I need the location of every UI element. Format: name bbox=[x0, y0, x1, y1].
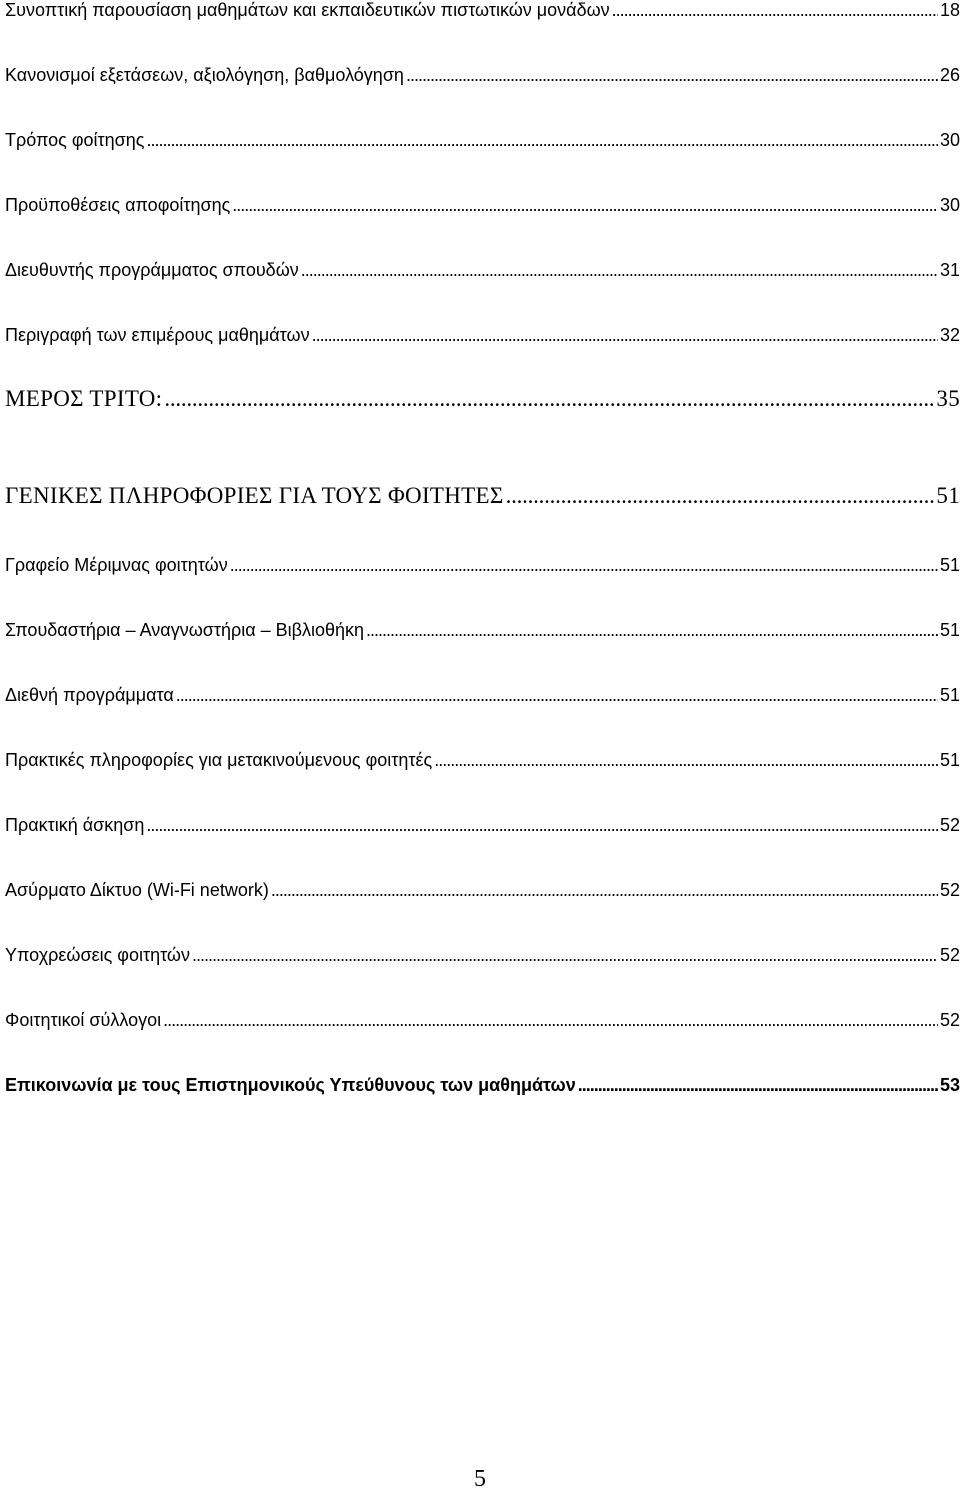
toc-entry-page: 51 bbox=[939, 620, 960, 640]
toc-entry[interactable] bbox=[5, 750, 960, 771]
toc-leader-dots bbox=[164, 386, 934, 412]
toc-entry-title: Ασύρματο Δίκτυο (Wi-Fi network) bbox=[5, 880, 269, 900]
toc-entry[interactable] bbox=[5, 325, 960, 346]
toc-entry-page: 26 bbox=[939, 65, 960, 85]
toc-entry-title: Προϋποθέσεις αποφοίτησης bbox=[5, 195, 231, 215]
toc-leader-dots bbox=[406, 65, 938, 86]
toc-leader-dots bbox=[366, 620, 938, 641]
toc-entry-title: Κανονισμοί εξετάσεων, αξιολόγηση, βαθμολόγηση bbox=[5, 65, 404, 85]
toc-entry-title: Φοιτητικοί σύλλογοι bbox=[5, 1010, 162, 1030]
toc-entry-title: ΓΕΝΙΚΕΣ ΠΛΗΡΟΦΟΡΙΕΣ ΓΙΑ ΤΟΥΣ ΦΟΙΤΗΤΕΣ bbox=[5, 483, 504, 508]
toc-entry-title: Διεθνή προγράμματα bbox=[5, 685, 174, 705]
toc-entry-page: 52 bbox=[939, 1010, 960, 1030]
toc-leader-dots bbox=[176, 685, 938, 706]
toc-leader-dots bbox=[146, 130, 938, 151]
toc-leader-dots bbox=[612, 0, 938, 21]
toc-leader-dots bbox=[230, 555, 938, 576]
toc-entry-title: Τρόπος φοίτησης bbox=[5, 130, 145, 150]
toc-entry-page: 35 bbox=[936, 386, 960, 411]
toc-entry-title: Υποχρεώσεις φοιτητών bbox=[5, 945, 190, 965]
toc-entry-page: 31 bbox=[939, 260, 960, 280]
toc-entry-page: 18 bbox=[939, 0, 960, 20]
toc-entry[interactable] bbox=[5, 260, 960, 281]
toc-entry-page: 53 bbox=[939, 1075, 960, 1095]
toc-entry-title: Περιγραφή των επιμέρους μαθημάτων bbox=[5, 325, 310, 345]
page-number: 5 bbox=[474, 1466, 486, 1492]
toc-leader-dots bbox=[232, 195, 938, 216]
toc-entry-page: 51 bbox=[939, 555, 960, 575]
toc-entry-title: Συνοπτική παρουσίαση μαθημάτων και εκπαιδευτικών πιστωτικών μονάδων bbox=[5, 0, 610, 20]
toc-entry[interactable] bbox=[5, 130, 960, 151]
toc-leader-dots bbox=[578, 1075, 938, 1096]
toc-entry[interactable] bbox=[5, 880, 960, 901]
toc-entry-title: Πρακτικές πληροφορίες για μετακινούμενους φοιτητές bbox=[5, 750, 433, 770]
toc-section-heading[interactable] bbox=[5, 483, 960, 509]
toc-entry-page: 51 bbox=[939, 685, 960, 705]
toc-entry-page: 51 bbox=[936, 483, 960, 508]
toc-entry-title: ΜΕΡΟΣ ΤΡΙΤΟ: bbox=[5, 386, 163, 411]
toc-entry-title: Γραφείο Μέριμνας φοιτητών bbox=[5, 555, 228, 575]
toc-entry-title: Διευθυντής προγράμματος σπουδών bbox=[5, 260, 299, 280]
toc-entry-page: 30 bbox=[939, 130, 960, 150]
toc-leader-dots bbox=[301, 260, 938, 281]
toc-entry[interactable] bbox=[5, 685, 960, 706]
toc-leader-dots bbox=[312, 325, 938, 346]
toc-entry-title: Σπουδαστήρια – Αναγνωστήρια – Βιβλιοθήκη bbox=[5, 620, 365, 640]
toc-entry-page: 51 bbox=[939, 750, 960, 770]
toc-entry-page: 52 bbox=[939, 815, 960, 835]
toc-leader-dots bbox=[271, 880, 938, 901]
toc-entry[interactable] bbox=[5, 945, 960, 966]
toc-leader-dots bbox=[146, 815, 938, 836]
toc-entry[interactable] bbox=[5, 1010, 960, 1031]
toc-entry[interactable] bbox=[5, 815, 960, 836]
toc-entry-title: Πρακτική άσκηση bbox=[5, 815, 145, 835]
toc-entry[interactable] bbox=[5, 195, 960, 216]
toc-entry[interactable] bbox=[5, 0, 960, 21]
toc-entry-page: 30 bbox=[939, 195, 960, 215]
toc-entry-title: Επικοινωνία με τους Επιστημονικούς Υπεύθυνους των μαθημάτων bbox=[5, 1075, 576, 1095]
toc-entry[interactable] bbox=[5, 555, 960, 576]
toc-leader-dots bbox=[192, 945, 938, 966]
toc-leader-dots bbox=[163, 1010, 938, 1031]
toc-entry-page: 52 bbox=[939, 945, 960, 965]
toc-entry-page: 52 bbox=[939, 880, 960, 900]
toc-section-heading[interactable] bbox=[5, 386, 960, 412]
toc-entry[interactable] bbox=[5, 65, 960, 86]
toc-entry-page: 32 bbox=[939, 325, 960, 345]
toc-entry[interactable] bbox=[5, 620, 960, 641]
toc-leader-dots bbox=[434, 750, 938, 771]
toc-leader-dots bbox=[506, 483, 935, 509]
toc-entry[interactable] bbox=[5, 1075, 960, 1096]
